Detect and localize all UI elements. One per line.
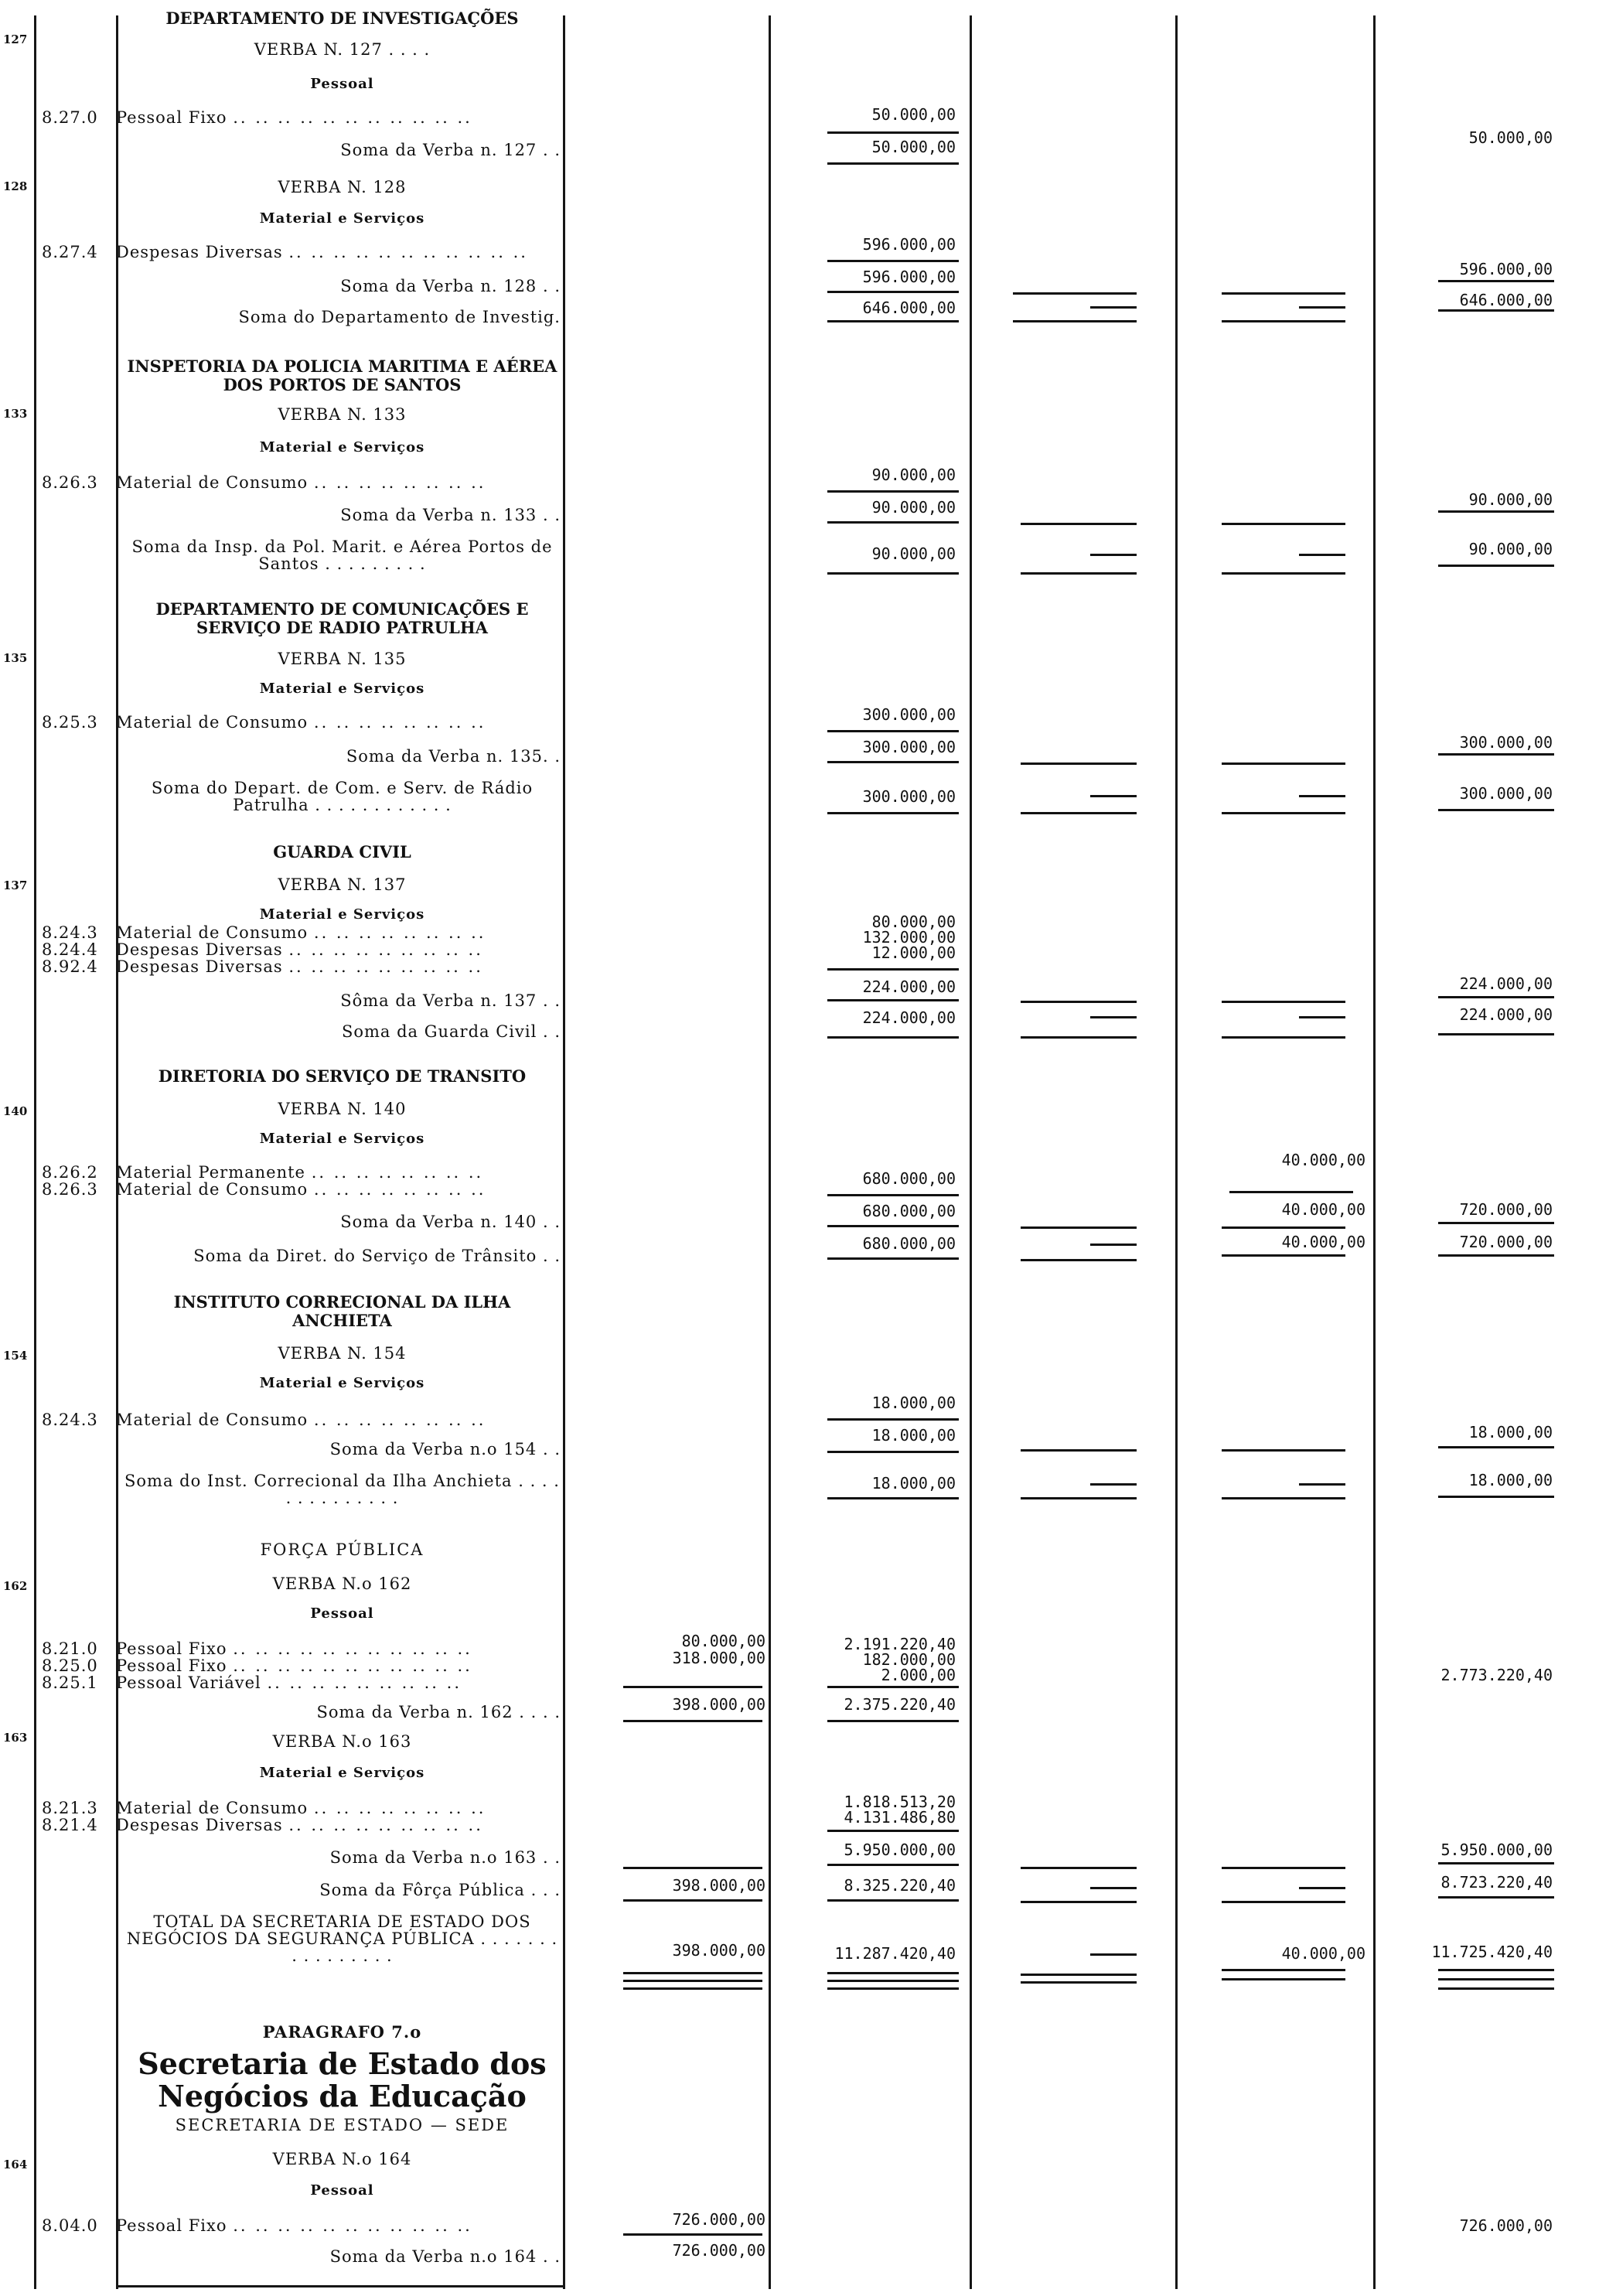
underline — [1090, 306, 1137, 309]
underline — [1222, 1901, 1345, 1903]
underline — [827, 1194, 959, 1196]
dept-title: DEPARTAMENTO DE INVESTIGAÇÕES — [165, 9, 519, 28]
underline — [1090, 1483, 1137, 1486]
total-amount: 11.725.420,40 — [1431, 1943, 1553, 1961]
amount: 680.000,00 — [862, 1169, 956, 1188]
category-label: Material e Serviços — [259, 1375, 425, 1391]
underline — [1021, 1449, 1137, 1452]
underline — [827, 1686, 959, 1688]
dept-title: INSTITUTO CORRECIONAL DA ILHA ANCHIETA — [173, 1292, 511, 1330]
underline — [827, 761, 959, 763]
underline — [1438, 1446, 1554, 1448]
verba-label: VERBA N.o 164 — [272, 2150, 412, 2168]
underline — [827, 490, 959, 493]
verba-number: 140 — [3, 1104, 28, 1118]
underline — [1021, 1259, 1137, 1261]
underline — [1438, 996, 1554, 998]
column-rule — [1373, 15, 1376, 2289]
amount: 1.818.513,20 — [844, 1793, 956, 1811]
line-code: 8.24.4 — [42, 940, 98, 959]
underline — [1438, 309, 1554, 312]
underline — [1438, 1862, 1554, 1864]
amount: 4.131.486,80 — [844, 1808, 956, 1827]
underline — [827, 1497, 959, 1499]
underline — [1222, 292, 1345, 295]
amount: 224.000,00 — [1459, 1005, 1553, 1024]
verba-number: 154 — [3, 1349, 28, 1363]
column-rule — [1175, 15, 1178, 2289]
line-code: 8.27.0 — [42, 108, 98, 127]
underline — [623, 2233, 762, 2236]
verba-label: VERBA N. 154 — [278, 1344, 407, 1363]
sum-label: Soma da Verba n. 133 . . — [340, 506, 561, 524]
verba-number: 135 — [3, 651, 28, 665]
underline — [1222, 572, 1345, 575]
underline — [827, 1987, 959, 1990]
underline — [827, 1899, 959, 1902]
verba-label: VERBA N. 128 — [278, 178, 407, 196]
line-code: 8.21.3 — [42, 1799, 98, 1817]
verba-number: 127 — [3, 32, 28, 46]
amount: 680.000,00 — [862, 1234, 956, 1253]
line-label: Despesas Diversas .. .. .. .. .. .. .. .. .. — [116, 1816, 483, 1834]
underline — [1222, 1497, 1345, 1499]
amount: 224.000,00 — [862, 977, 956, 996]
underline — [1299, 306, 1345, 309]
amount: 18.000,00 — [871, 1394, 956, 1412]
underline — [1229, 1191, 1353, 1193]
underline — [827, 1720, 959, 1722]
underline — [827, 291, 959, 293]
underline — [827, 1830, 959, 1832]
line-label: Material de Consumo .. .. .. .. .. .. .. .. — [116, 923, 486, 942]
amount: 50.000,00 — [871, 138, 956, 156]
underline — [623, 1720, 762, 1722]
amount: 80.000,00 — [871, 913, 956, 931]
amount: 300.000,00 — [862, 705, 956, 724]
sum-label: Soma do Inst. Correcional da Ilha Anchieta . . . . . . . . . . . . . . — [124, 1472, 560, 1507]
sum-label: Soma do Depart. de Com. e Serv. de Rádio Patrulha . . . . . . . . . . . . — [151, 779, 534, 814]
amount: 398.000,00 — [672, 1695, 765, 1714]
underline — [1021, 1497, 1137, 1499]
underline — [827, 730, 959, 732]
amount: 646.000,00 — [1459, 291, 1553, 309]
category-label: Material e Serviços — [259, 681, 425, 697]
amount: 2.191.220,40 — [844, 1635, 956, 1653]
underline — [1090, 1887, 1137, 1889]
underline — [1438, 565, 1554, 567]
underline — [1222, 1001, 1345, 1003]
underline — [827, 812, 959, 814]
sum-label: Soma da Insp. da Pol. Marit. e Aérea Portos de Santos . . . . . . . . . — [131, 537, 553, 573]
underline — [827, 1972, 959, 1974]
underline — [623, 1980, 762, 1982]
line-label: Pessoal Fixo .. .. .. .. .. .. .. .. .. .. .. — [116, 1639, 472, 1658]
underline — [623, 1867, 762, 1869]
sum-label: Soma da Verba n. 140 . . — [340, 1213, 561, 1231]
amount: 90.000,00 — [1468, 490, 1553, 509]
underline — [1222, 1978, 1345, 1980]
underline — [1222, 812, 1345, 814]
sum-label: Soma da Verba n.o 154 . . — [329, 1440, 561, 1458]
column-rule — [34, 15, 36, 2289]
amount: 12.000,00 — [871, 943, 956, 962]
amount: 398.000,00 — [672, 1876, 765, 1895]
underline — [1222, 1867, 1345, 1869]
column-rule — [563, 15, 565, 2289]
amount: 596.000,00 — [862, 235, 956, 254]
amount: 5.950.000,00 — [1440, 1841, 1553, 1859]
underline — [1438, 1222, 1554, 1224]
underline — [623, 1972, 762, 1974]
column-rule — [116, 15, 118, 2289]
sum-label: Soma da Guarda Civil . . — [341, 1022, 561, 1041]
underline — [827, 572, 959, 575]
line-code: 8.24.3 — [42, 923, 98, 942]
underline — [1021, 1974, 1137, 1976]
line-label: Material de Consumo .. .. .. .. .. .. .. .. — [116, 1799, 486, 1817]
underline — [827, 320, 959, 322]
underline — [1021, 1867, 1137, 1869]
underline — [1438, 1033, 1554, 1035]
sum-label: Soma da Diret. do Serviço de Trânsito . . — [193, 1247, 561, 1265]
amount: 40.000,00 — [1281, 1151, 1365, 1169]
underline — [827, 131, 959, 134]
line-label: Material de Consumo .. .. .. .. .. .. .. .. — [116, 1411, 486, 1429]
sede-label: SECRETARIA DE ESTADO — SEDE — [175, 2116, 510, 2134]
underline — [1222, 320, 1345, 322]
underline — [623, 1899, 762, 1902]
underline — [827, 1980, 959, 1982]
line-label: Material de Consumo .. .. .. .. .. .. .. .. — [116, 473, 486, 492]
underline — [1021, 523, 1137, 525]
line-label: Material de Consumo .. .. .. .. .. .. .. .. — [116, 713, 486, 732]
total-label: TOTAL DA SECRETARIA DE ESTADO DOS NEGÓCIOS DA SEGURANÇA PÚBLICA . . . . . . . . . . . . . . . . — [126, 1912, 558, 1965]
underline — [1090, 1953, 1137, 1956]
amount: 726.000,00 — [1459, 2216, 1553, 2235]
sum-label: Soma da Verba n. 162 . . . . — [316, 1703, 561, 1721]
line-label: Pessoal Fixo .. .. .. .. .. .. .. .. .. .. .. — [116, 1656, 472, 1675]
amount: 726.000,00 — [672, 2241, 765, 2260]
underline — [827, 521, 959, 524]
line-code: 8.26.3 — [42, 1180, 98, 1199]
underline — [1013, 320, 1137, 322]
underline — [1222, 1449, 1345, 1452]
amount: 224.000,00 — [1459, 974, 1553, 993]
category-label: Pessoal — [310, 2182, 374, 2199]
verba-label: VERBA N. 133 — [278, 405, 407, 424]
underline — [827, 162, 959, 165]
sum-label: Soma da Verba n. 135. . — [346, 747, 561, 766]
amount: 2.000,00 — [881, 1666, 956, 1684]
line-label: Despesas Diversas .. .. .. .. .. .. .. .. .. — [116, 940, 483, 959]
verba-label: VERBA N. 140 — [278, 1100, 407, 1118]
amount: 2.375.220,40 — [844, 1695, 956, 1714]
dept-title: DIRETORIA DO SERVIÇO DE TRANSITO — [158, 1066, 527, 1086]
amount: 80.000,00 — [681, 1632, 765, 1650]
underline — [1021, 1036, 1137, 1039]
underline — [623, 1686, 762, 1688]
line-label: Despesas Diversas .. .. .. .. .. .. .. .. .. .. .. — [116, 243, 528, 261]
line-code: 8.25.3 — [42, 713, 98, 732]
line-label: Pessoal Variável .. .. .. .. .. .. .. .. .. — [116, 1673, 462, 1692]
amount: 300.000,00 — [1459, 733, 1553, 752]
underline — [1438, 1987, 1554, 1990]
amount: 90.000,00 — [1468, 540, 1553, 558]
line-label: Pessoal Fixo .. .. .. .. .. .. .. .. .. .. .. — [116, 108, 472, 127]
line-code: 8.21.0 — [42, 1639, 98, 1658]
category-label: Material e Serviços — [259, 210, 425, 227]
column-rule — [970, 15, 972, 2289]
underline — [1090, 1244, 1137, 1246]
amount: 720.000,00 — [1459, 1233, 1553, 1251]
underline — [1299, 1887, 1345, 1889]
verba-label: VERBA N. 127 . . . . — [254, 40, 431, 59]
verba-number: 128 — [3, 179, 28, 193]
underline — [1021, 1001, 1137, 1003]
paragraph-label: PARAGRAFO 7.o — [262, 2022, 422, 2042]
sum-label: Soma da Verba n. 127 . . — [340, 141, 561, 159]
underline — [827, 968, 959, 971]
line-code: 8.27.4 — [42, 243, 98, 261]
amount: 680.000,00 — [862, 1202, 956, 1220]
amount: 8.723.220,40 — [1440, 1873, 1553, 1892]
verba-label: VERBA N.o 162 — [272, 1574, 412, 1593]
underline — [1222, 1226, 1345, 1229]
underline — [1438, 510, 1554, 513]
amount: 224.000,00 — [862, 1008, 956, 1027]
amount: 596.000,00 — [862, 268, 956, 286]
amount: 90.000,00 — [871, 498, 956, 517]
line-code: 8.92.4 — [42, 957, 98, 976]
category-label: Pessoal — [310, 1605, 374, 1622]
total-amount: 11.287.420,40 — [834, 1944, 956, 1963]
category-label: Material e Serviços — [259, 1131, 425, 1147]
underline — [1438, 1969, 1554, 1971]
amount: 40.000,00 — [1281, 1200, 1365, 1219]
amount: 50.000,00 — [871, 105, 956, 124]
underline — [1438, 753, 1554, 756]
underline — [1021, 1226, 1137, 1229]
line-code: 8.21.4 — [42, 1816, 98, 1834]
sum-label: Soma do Departamento de Investig. — [238, 308, 561, 326]
category-label: Pessoal — [310, 76, 374, 92]
line-label: Pessoal Fixo .. .. .. .. .. .. .. .. .. .. .. — [116, 2216, 472, 2235]
total-amount: 398.000,00 — [672, 1941, 765, 1960]
verba-label: VERBA N. 137 — [278, 875, 407, 894]
underline — [1222, 1969, 1345, 1971]
amount: 8.325.220,40 — [844, 1876, 956, 1895]
line-label: Material de Consumo .. .. .. .. .. .. .. .. — [116, 1180, 486, 1199]
underline — [1021, 1981, 1137, 1984]
sum-label: Soma da Fôrça Pública . . . — [319, 1881, 561, 1899]
underline — [1090, 554, 1137, 556]
sum-label: Sôma da Verba n. 137 . . — [340, 991, 561, 1010]
underline — [827, 1036, 959, 1039]
amount: 726.000,00 — [672, 2210, 765, 2229]
verba-number: 162 — [3, 1579, 28, 1593]
line-label: Material Permanente .. .. .. .. .. .. .. .. — [116, 1163, 484, 1182]
amount: 300.000,00 — [862, 738, 956, 756]
verba-label: VERBA N.o 163 — [272, 1732, 412, 1751]
line-code: 8.26.3 — [42, 473, 98, 492]
underline — [1021, 1901, 1137, 1903]
amount: 18.000,00 — [871, 1474, 956, 1493]
underline — [1222, 762, 1345, 765]
underline — [1299, 554, 1345, 556]
line-code: 8.24.3 — [42, 1411, 98, 1429]
amount: 5.950.000,00 — [844, 1841, 956, 1859]
dept-title: FORÇA PÚBLICA — [260, 1540, 424, 1559]
amount: 596.000,00 — [1459, 260, 1553, 278]
underline — [623, 1987, 762, 1990]
underline — [827, 1257, 959, 1260]
amount: 2.773.220,40 — [1440, 1666, 1553, 1684]
underline — [1438, 809, 1554, 811]
underline — [1021, 762, 1137, 765]
secretaria-title: Secretaria de Estado dos Negócios da Educação — [138, 2046, 547, 2113]
amount: 646.000,00 — [862, 299, 956, 317]
underline — [1438, 1978, 1554, 1980]
underline — [1438, 1896, 1554, 1899]
underline — [827, 260, 959, 262]
line-label: Despesas Diversas .. .. .. .. .. .. .. .. .. — [116, 957, 483, 976]
category-label: Material e Serviços — [259, 1765, 425, 1781]
amount: 90.000,00 — [871, 544, 956, 563]
verba-number: 163 — [3, 1731, 28, 1745]
amount: 300.000,00 — [862, 787, 956, 806]
verba-number: 137 — [3, 878, 28, 892]
underline — [1438, 1254, 1554, 1257]
category-label: Material e Serviços — [259, 906, 425, 923]
underline — [1222, 1254, 1345, 1257]
amount: 720.000,00 — [1459, 1200, 1553, 1219]
amount: 132.000,00 — [862, 928, 956, 947]
amount: 50.000,00 — [1468, 128, 1553, 147]
verba-label: VERBA N. 135 — [278, 650, 407, 668]
underline — [827, 1225, 959, 1227]
amount: 18.000,00 — [1468, 1423, 1553, 1441]
underline — [1222, 1036, 1345, 1039]
underline — [1013, 292, 1137, 295]
amount: 318.000,00 — [672, 1649, 765, 1667]
sum-label: Soma da Verba n. 128 . . — [340, 277, 561, 295]
line-code: 8.04.0 — [42, 2216, 98, 2235]
amount: 40.000,00 — [1281, 1233, 1365, 1251]
underline — [1021, 572, 1137, 575]
verba-number: 164 — [3, 2158, 28, 2171]
underline — [1021, 812, 1137, 814]
dept-title: INSPETORIA DA POLICIA MARITIMA E AÉREA DOS PORTOS DE SANTOS — [127, 357, 557, 394]
line-code: 8.25.1 — [42, 1673, 98, 1692]
underline — [827, 999, 959, 1001]
underline — [1090, 1016, 1137, 1018]
underline — [1299, 1483, 1345, 1486]
dept-title: GUARDA CIVIL — [273, 842, 411, 861]
amount: 300.000,00 — [1459, 784, 1553, 803]
underline — [1299, 1016, 1345, 1018]
line-code: 8.25.0 — [42, 1656, 98, 1675]
underline — [827, 1451, 959, 1453]
verba-number: 133 — [3, 407, 28, 421]
amount: 182.000,00 — [862, 1650, 956, 1669]
amount: 18.000,00 — [871, 1426, 956, 1445]
amount: 90.000,00 — [871, 466, 956, 484]
sum-label: Soma da Verba n.o 164 . . — [329, 2247, 561, 2266]
sum-label: Soma da Verba n.o 163 . . — [329, 1848, 561, 1867]
underline — [1299, 795, 1345, 797]
underline — [1222, 523, 1345, 525]
column-rule — [769, 15, 771, 2289]
total-amount: 40.000,00 — [1281, 1944, 1365, 1963]
category-label: Material e Serviços — [259, 439, 425, 455]
amount: 18.000,00 — [1468, 1471, 1553, 1489]
underline — [1438, 1496, 1554, 1498]
dept-title: DEPARTAMENTO DE COMUNICAÇÕES E SERVIÇO DE RADIO PATRULHA — [155, 599, 529, 637]
underline — [827, 1418, 959, 1421]
underline — [1438, 280, 1554, 282]
bottom-rule — [116, 2285, 564, 2287]
underline — [827, 1864, 959, 1866]
underline — [1090, 795, 1137, 797]
line-code: 8.26.2 — [42, 1163, 98, 1182]
